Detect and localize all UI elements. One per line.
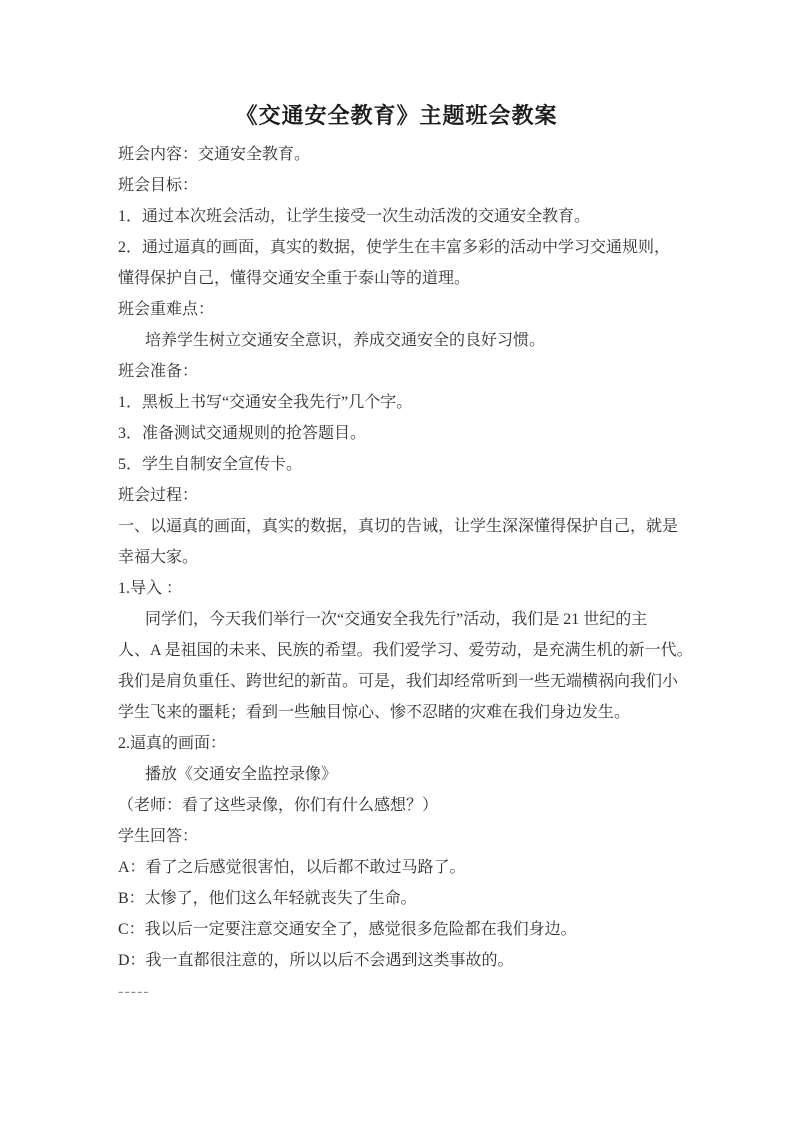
text-line: 播放《交通安全监控录像》	[145, 766, 338, 783]
text-line: 班会内容：交通安全教育。	[118, 146, 311, 163]
text-line: C：我以后一定要注意交通安全了，感觉很多危险都在我们身边。	[118, 921, 577, 938]
text-line: 懂得保护自己，懂得交通安全重于泰山等的道理。	[118, 270, 471, 287]
text-line: 5．学生自制安全宣传卡。	[118, 456, 303, 473]
text-line: 1．黑板上书写“交通安全我先行”几个字。	[118, 394, 413, 411]
text-line: 1．通过本次班会活动，让学生接受一次生动活泼的交通安全教育。	[118, 208, 591, 225]
text-line: 班会准备：	[118, 363, 199, 380]
text-line: 人、A 是祖国的未来、民族的希望。我们爱学习、爱劳动，是充满生机的新一代。	[118, 642, 693, 659]
text-line: 学生飞来的噩耗；看到一些触目惊心、惨不忍睹的灾难在我们身边发生。	[118, 704, 631, 721]
text-line: 我们是肩负重任、跨世纪的新苗。可是，我们却经常听到一些无端横祸向我们小	[118, 673, 679, 690]
text-line: -----	[118, 983, 150, 1000]
text-line: 培养学生树立交通安全意识，养成交通安全的良好习惯。	[145, 332, 546, 349]
text-line: A：看了之后感觉很害怕，以后都不敢过马路了。	[118, 859, 466, 876]
text-line: 一、以逼真的画面，真实的数据，真切的告诫，让学生深深懂得保护自己，就是	[118, 518, 679, 535]
text-line: （老师：看了这些录像，你们有什么感想？）	[118, 797, 439, 814]
text-line: 同学们，今天我们举行一次“交通安全我先行”活动，我们是 21 世纪的主	[145, 611, 648, 628]
document-body	[118, 139, 693, 1007]
text-line: 学生回答：	[118, 828, 199, 845]
document-title: 《交通安全教育》主题班会教案	[235, 103, 558, 128]
text-line: 班会重难点：	[118, 301, 215, 318]
text-line: 2．通过逼真的画面，真实的数据，使学生在丰富多彩的活动中学习交通规则，	[118, 239, 671, 256]
text-line: D：我一直都很注意的，所以以后不会遇到这类事故的。	[118, 952, 514, 969]
text-line: 幸福大家。	[118, 549, 199, 566]
text-line: 班会目标：	[118, 177, 199, 194]
text-line: 1.导入 ：	[118, 580, 183, 597]
text-line: 2.逼真的画面：	[118, 735, 227, 752]
text-line: 3．准备测试交通规则的抢答题目。	[118, 425, 367, 442]
text-line: B：太惨了，他们这么年轻就丧失了生命。	[118, 890, 417, 907]
text-line: 班会过程：	[118, 487, 199, 504]
